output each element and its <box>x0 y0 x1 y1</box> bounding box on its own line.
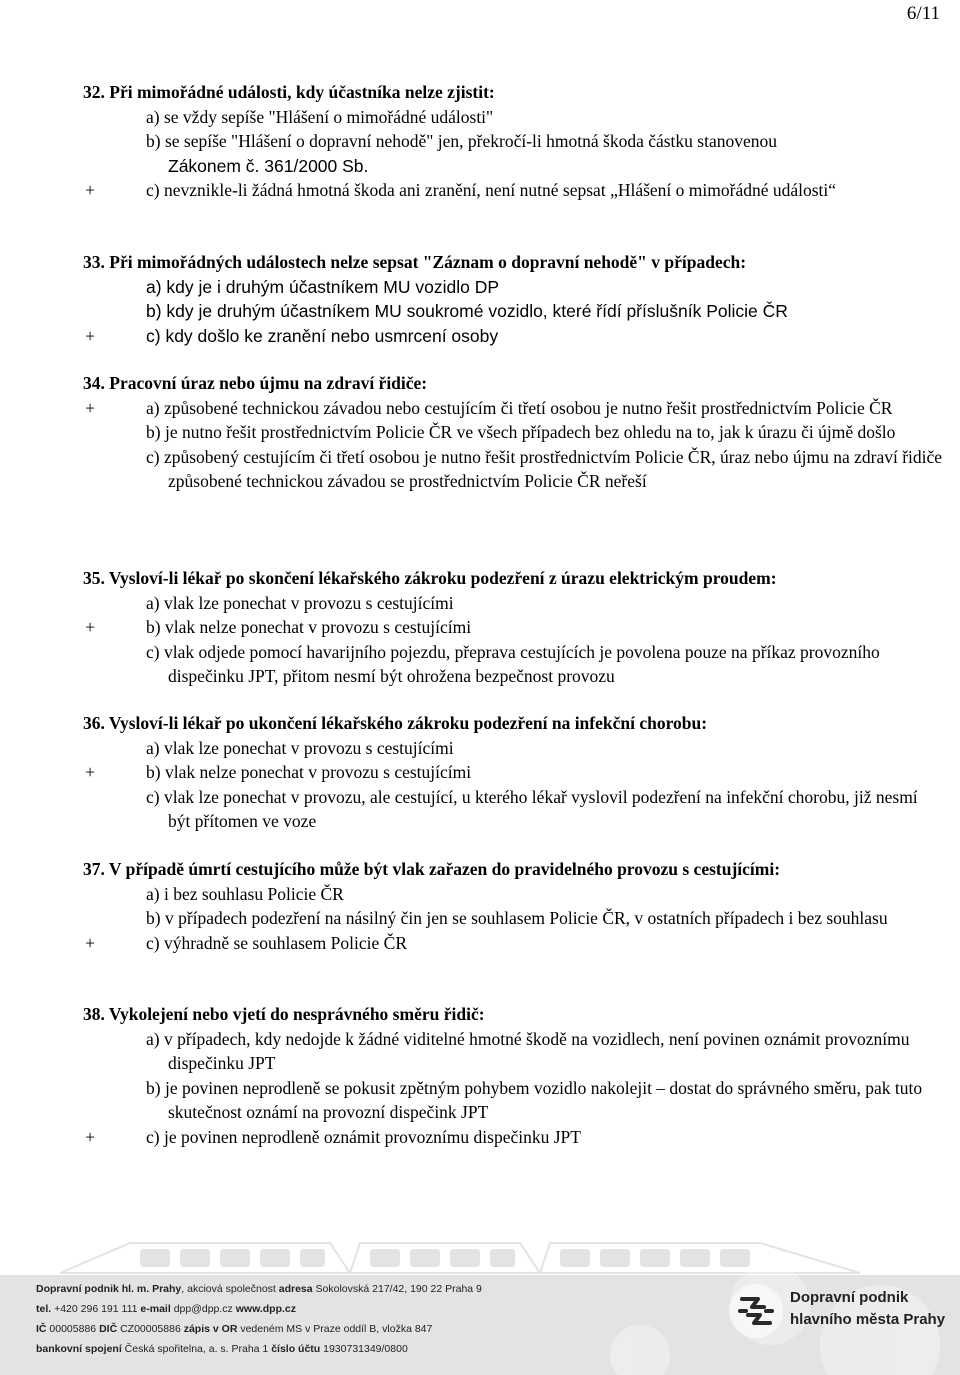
question-title: 36. Vysloví-li lékař po ukončení lékařského zákroku podezření na infekční chorobu: <box>83 713 708 733</box>
email-label: e-mail <box>140 1303 171 1315</box>
account-label: číslo účtu <box>271 1343 321 1355</box>
answer-text: b) kdy je druhým účastníkem MU soukromé vozidlo, které řídí příslušník Policie ČR <box>146 301 788 321</box>
question-36 <box>83 711 943 834</box>
dpp-logo-icon <box>728 1283 784 1339</box>
question-38 <box>83 1002 943 1149</box>
question-37 <box>83 857 943 955</box>
answer-text: a) vlak lze ponechat v provozu s cestujícími <box>146 737 454 758</box>
answer-text: a) kdy je i druhým účastníkem MU vozidlo DP <box>146 276 500 297</box>
answer-text: a) i bez souhlasu Policie ČR <box>146 883 344 904</box>
answer-a <box>83 1027 943 1076</box>
question-title: 33. Při mimořádných událostech nelze sepsat "Záznam o dopravní nehodě" v případech: <box>83 252 747 272</box>
footer-info <box>36 1279 482 1359</box>
question-35 <box>83 566 943 689</box>
answer-text: a) způsobené technickou závadou nebo cestujícím či třetí osobou je nutno řešit prostřednictvím Policie ČR <box>146 397 893 418</box>
page-number: 6/11 <box>906 3 940 24</box>
answer-text: c) nevznikle-li žádná hmotná škoda ani zranění, není nutné sepsat „Hlášení o mimořádné události“ <box>146 180 837 200</box>
correct-mark: + <box>85 180 95 200</box>
ic-label: IČ <box>36 1323 47 1335</box>
question-title: 37. V případě úmrtí cestujícího může být vlak zařazen do pravidelného provozu s cestujícími: <box>83 859 781 879</box>
letterhead-footer <box>0 1235 960 1375</box>
answer-text: c) kdy došlo ke zranění nebo usmrcení osoby <box>146 325 499 346</box>
answer-text: c) vlak odjede pomocí havarijního pojezdu, přeprava cestujících je povolena pouze na příkaz provozního dispečinku JPT, přitom nesmí být ohrožena bezpečnost provozu <box>146 641 880 686</box>
answer-a <box>83 736 943 761</box>
answer-text <box>146 129 943 178</box>
answer-a <box>83 882 943 907</box>
logo-line-2: hlavního města Prahy <box>790 1311 946 1328</box>
answer-text: a) se vždy sepíše "Hlášení o mimořádné události" <box>146 106 494 127</box>
question-32 <box>83 80 943 203</box>
answer-b <box>83 299 943 324</box>
answer-text-part: b) se sepíše "Hlášení o dopravní nehodě" jen, překročí-li hmotná škoda částku stanovenou <box>146 131 777 151</box>
answer-a <box>83 396 943 421</box>
answer-text: c) způsobený cestujícím či třetí osobou je nutno řešit prostřednictvím Policie ČR, úraz nebo újmu na zdraví řidiče způsobené technickou závadou se prostřednictvím Policie ČR neřeší <box>146 446 943 491</box>
answer-text: a) v případech, kdy nedojde k žádné viditelné hmotné škodě na vozidlech, není povinen oznámit provoznímu dispečinku JPT <box>146 1028 910 1073</box>
correct-mark: + <box>85 325 95 346</box>
registry-label: zápis v OR <box>183 1323 238 1335</box>
company-name: Dopravní podnik hl. m. Prahy <box>36 1283 182 1295</box>
correct-mark: + <box>85 1126 95 1147</box>
footer-line-registration <box>36 1319 482 1339</box>
footer-line-address <box>36 1279 482 1299</box>
question-34 <box>83 371 943 494</box>
website: www.dpp.cz <box>235 1303 297 1315</box>
correct-mark: + <box>85 932 95 953</box>
email-value: dpp@dpp.cz <box>170 1303 236 1315</box>
answer-text: b) vlak nelze ponechat v provozu s cestujícími <box>146 617 472 637</box>
tel-label: tel. <box>36 1303 52 1315</box>
answer-text: c) vlak lze ponechat v provozu, ale cestující, u kterého lékař vyslovil podezření na infekční chorobu, již nesmí být přítomen ve voze <box>146 786 918 831</box>
answer-c <box>83 445 943 494</box>
answer-a <box>83 275 943 300</box>
address-value: Sokolovská 217/42, 190 22 Praha 9 <box>312 1283 482 1295</box>
dic-label: DIČ <box>99 1323 118 1335</box>
dic-value: CZ00005886 <box>117 1323 184 1335</box>
answer-text: b) vlak nelze ponechat v provozu s cestujícími <box>146 762 472 782</box>
answer-c <box>83 178 943 203</box>
answer-text: c) výhradně se souhlasem Policie ČR <box>146 932 407 953</box>
question-title: 35. Vysloví-li lékař po skončení lékařského zákroku podezření z úrazu elektrickým proudem: <box>83 568 777 588</box>
answer-c <box>83 324 943 349</box>
answer-c <box>83 640 943 689</box>
answer-text-part: Zákonem č. 361/2000 Sb. <box>168 155 369 176</box>
answer-c <box>83 931 943 956</box>
account-value: 1930731349/0800 <box>320 1343 408 1355</box>
answer-text: b) v případech podezření na násilný čin jen se souhlasem Policie ČR, v ostatních případech i bez souhlasu <box>146 908 888 928</box>
answer-b <box>83 615 943 640</box>
question-title: 32. Při mimořádné události, kdy účastníka nelze zjistit: <box>83 82 495 102</box>
bank-label: bankovní spojení <box>36 1343 122 1355</box>
correct-mark: + <box>85 762 95 782</box>
answer-text: b) je nutno řešit prostřednictvím Policie ČR ve všech případech bez ohledu na to, jak k úrazu či újmě došlo <box>146 422 896 442</box>
company-type: , akciová společnost <box>181 1283 279 1295</box>
registry-value: vedeném MS v Praze oddíl B, vložka 847 <box>237 1323 433 1335</box>
answer-b <box>83 420 943 445</box>
answer-a <box>83 591 943 616</box>
answer-text: c) je povinen neprodleně oznámit provoznímu dispečinku JPT <box>146 1126 581 1147</box>
ic-value: 00005886 <box>46 1323 100 1335</box>
answer-b <box>83 1076 943 1125</box>
answer-b <box>83 906 943 931</box>
answer-b <box>83 129 943 178</box>
tel-value: +420 296 191 111 <box>51 1303 141 1315</box>
logo-text <box>790 1287 945 1331</box>
footer-line-contact <box>36 1299 482 1319</box>
answer-c <box>83 785 943 834</box>
question-33 <box>83 250 943 348</box>
answer-a <box>83 105 943 130</box>
correct-mark: + <box>85 397 95 418</box>
answer-text: b) je povinen neprodleně se pokusit zpětným pohybem vozidlo nakolejit – dostat do správného směru, pak tuto skutečnost oznámí na provozní dispečink JPT <box>146 1077 923 1122</box>
correct-mark: + <box>85 617 95 637</box>
answer-text: a) vlak lze ponechat v provozu s cestujícími <box>146 592 454 613</box>
address-label: adresa <box>278 1283 313 1295</box>
logo-line-1: Dopravní podnik <box>790 1289 909 1306</box>
question-title: 34. Pracovní úraz nebo újmu na zdraví řidiče: <box>83 373 428 393</box>
footer-line-bank <box>36 1339 482 1359</box>
answer-b <box>83 760 943 785</box>
question-title: 38. Vykolejení nebo vjetí do nesprávného směru řidič: <box>83 1004 485 1024</box>
answer-c <box>83 1125 943 1150</box>
bank-value: Česká spořitelna, a. s. Praha 1 <box>121 1343 272 1355</box>
